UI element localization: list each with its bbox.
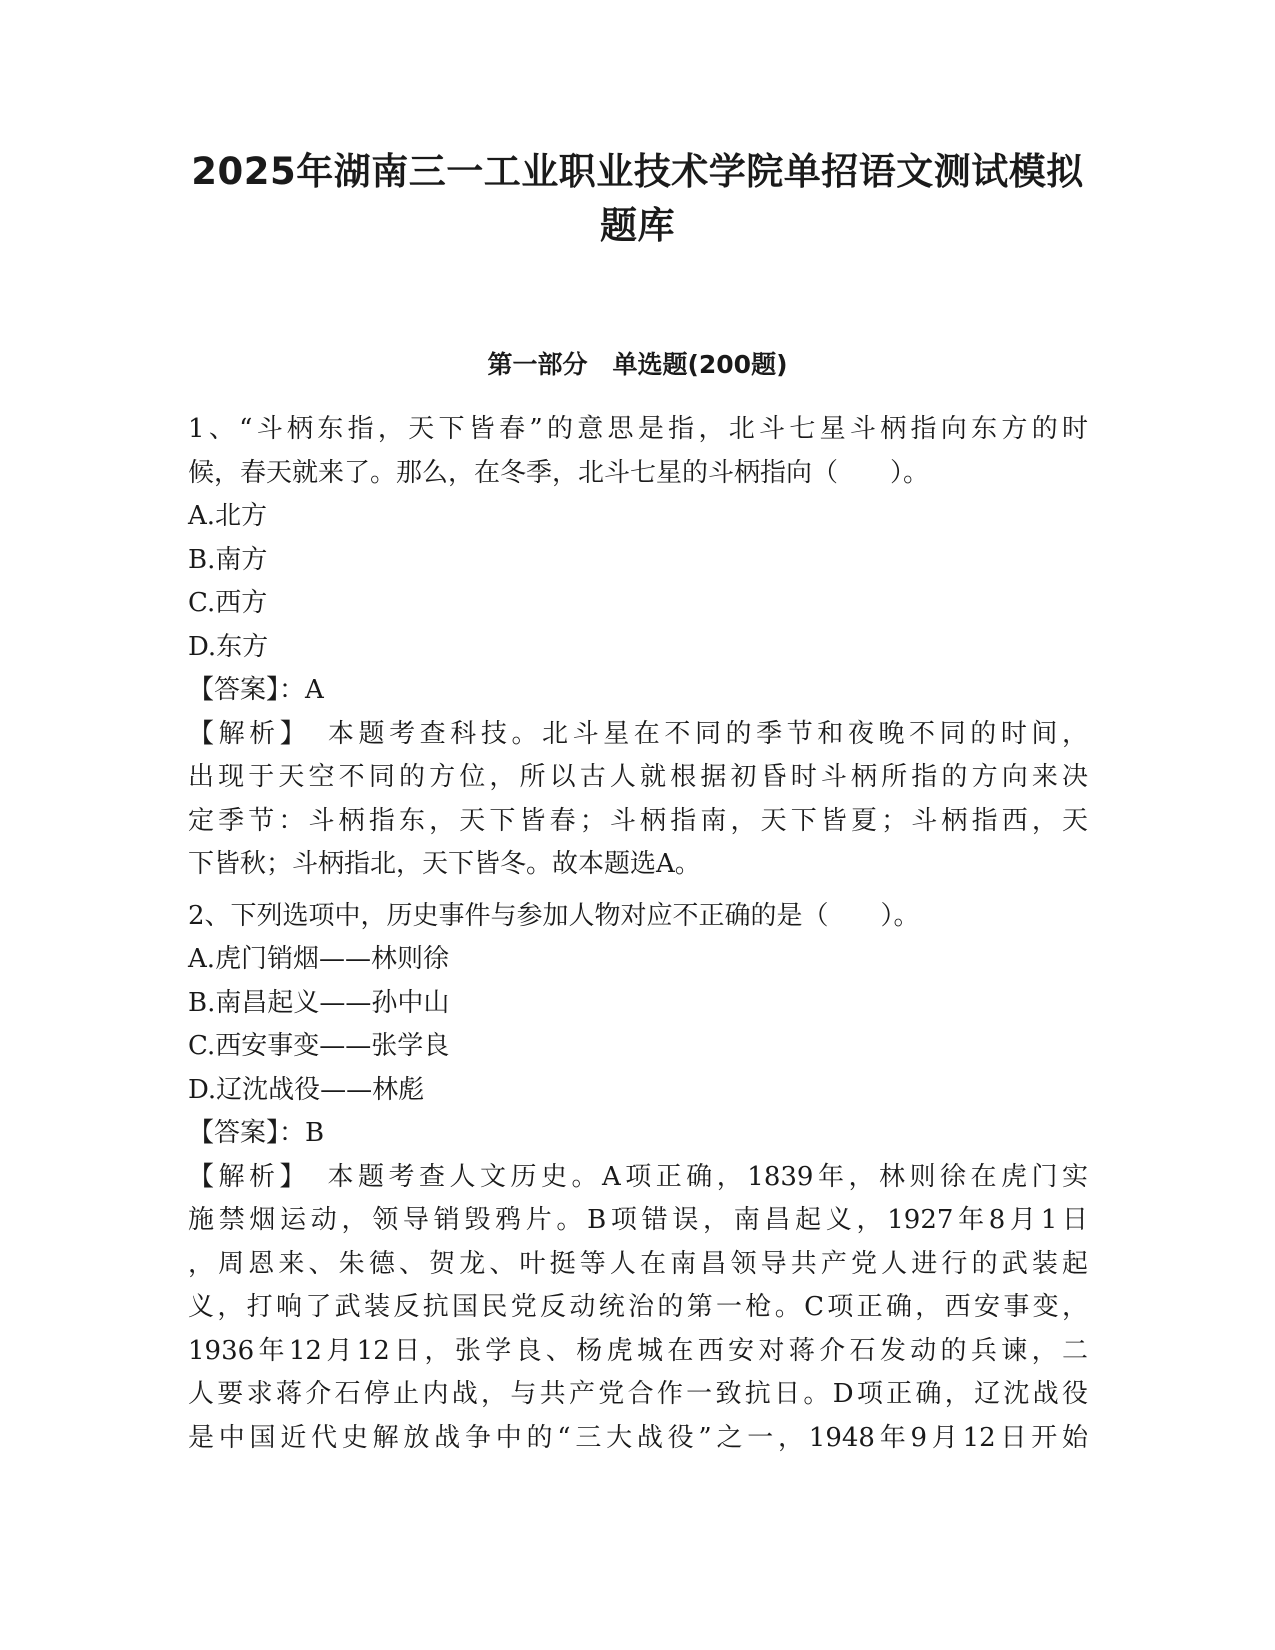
analysis-line: 【解析】 本题考查人文历史。A项正确，1839年，林则徐在虎门实 xyxy=(188,1161,1088,1192)
option-d: D.东方 xyxy=(188,631,269,662)
analysis-line: 定季节：斗柄指东，天下皆春；斗柄指南，天下皆夏；斗柄指西，天 xyxy=(188,805,1088,836)
document-title xyxy=(150,145,1125,253)
analysis-line: 【解析】 本题考查科技。北斗星在不同的季节和夜晚不同的时间， xyxy=(188,718,1088,749)
analysis-line: 是中国近代史解放战争中的“三大战役”之一，1948年9月12日开始 xyxy=(188,1422,1088,1453)
section-heading: 第一部分 单选题(200题) xyxy=(487,350,788,379)
document-title-line-1: 2025年湖南三一工业职业技术学院单招语文测试模拟 xyxy=(191,150,1084,193)
option-b: B.南方 xyxy=(188,544,268,575)
option-b: B.南昌起义——孙中山 xyxy=(188,987,450,1018)
answer-line: 【答案】：B xyxy=(188,1118,325,1148)
document-title-line-2: 题库 xyxy=(600,204,675,247)
analysis-line: 施禁烟运动，领导销毁鸦片。B项错误，南昌起义，1927年8月1日 xyxy=(188,1205,1088,1235)
analysis-line: 人要求蒋介石停止内战，与共产党合作一致抗日。D项正确，辽沈战役 xyxy=(188,1379,1088,1409)
analysis-line: 出现于天空不同的方位，所以古人就根据初昏时斗柄所指的方向来决 xyxy=(188,762,1088,792)
question-stem-line: 候，春天就来了。那么，在冬季，北斗七星的斗柄指向（ ）。 xyxy=(188,457,930,488)
document-body xyxy=(188,408,1088,1460)
option-c: C.西方 xyxy=(188,588,268,618)
analysis-line: 下皆秋；斗柄指北，天下皆冬。故本题选A。 xyxy=(188,849,701,879)
question-1 xyxy=(188,408,1088,887)
analysis-line: 义，打响了武装反抗国民党反动统治的第一枪。C项正确，西安事变， xyxy=(188,1292,1088,1322)
question-stem-line: 1、“斗柄东指，天下皆春”的意思是指，北斗七星斗柄指向东方的时 xyxy=(188,414,1088,444)
analysis-line: ，周恩来、朱德、贺龙、叶挺等人在南昌领导共产党人进行的武装起 xyxy=(188,1248,1088,1279)
answer-line: 【答案】：A xyxy=(188,675,324,705)
option-d: D.辽沈战役——林彪 xyxy=(188,1074,425,1105)
option-c: C.西安事变——张学良 xyxy=(188,1031,450,1061)
option-a: A.虎门销烟——林则徐 xyxy=(188,944,450,974)
option-a: A.北方 xyxy=(188,501,268,531)
question-stem-line: 2、下列选项中，历史事件与参加人物对应不正确的是（ ）。 xyxy=(188,900,920,931)
question-2 xyxy=(188,895,1088,1461)
analysis-line: 1936年12月12日，张学良、杨虎城在西安对蒋介石发动的兵谏，二 xyxy=(188,1335,1088,1366)
